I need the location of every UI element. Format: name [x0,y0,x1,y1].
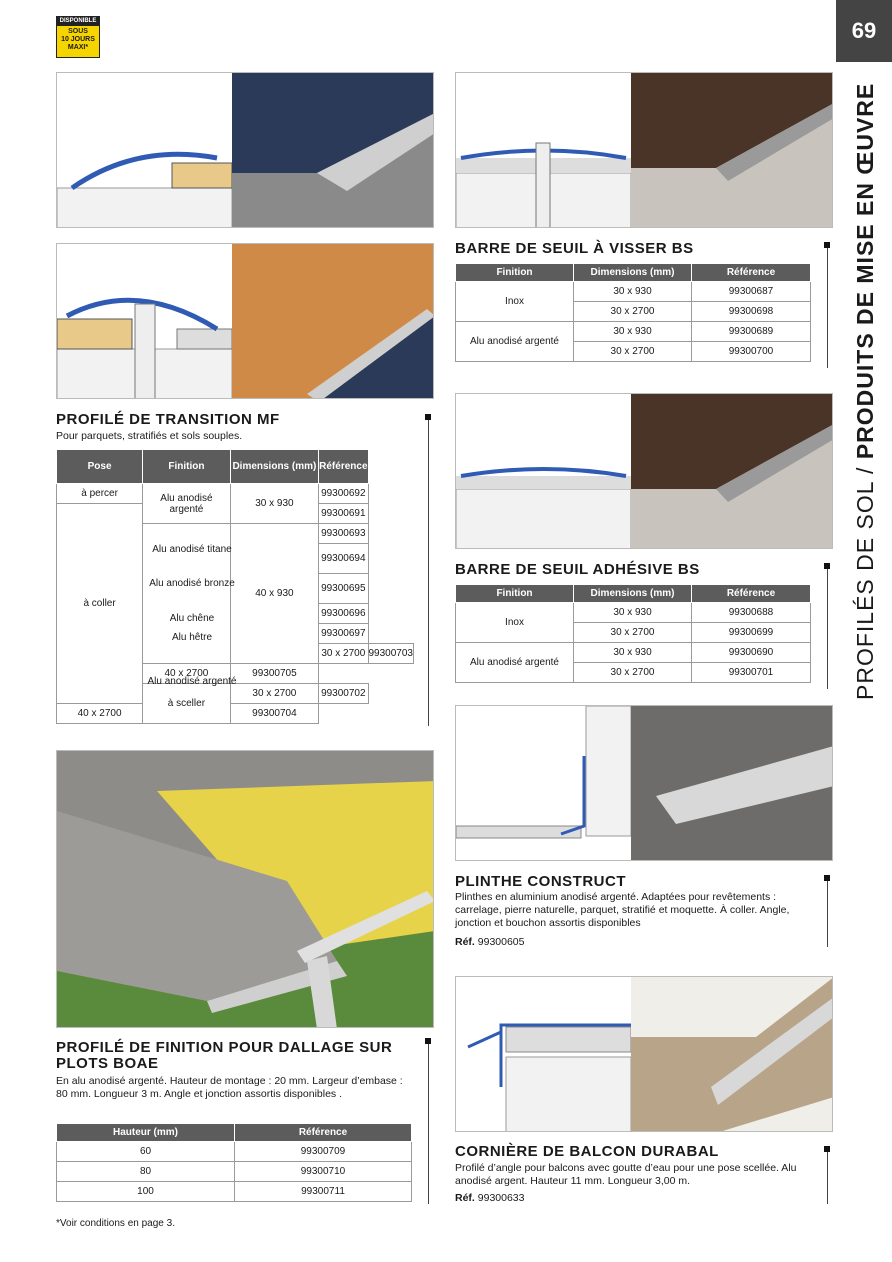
section-rule [428,1044,429,1204]
col-header: Dimensions (mm) [574,585,692,603]
table-cell: Inox [456,282,574,322]
badge-line: MAXI* [67,44,89,51]
boae-description: En alu anodisé argenté. Hauteur de montage : 20 mm. Largeur d’embase : 80 mm. Longueur 3 m. Angle et jonction assortis disponibles . [56,1075,403,1100]
plinthe-title: PLINTHE CONSTRUCT [455,873,626,890]
table-cell: à percer [57,484,143,504]
table-cell: 40 x 2700 [143,664,230,684]
table-cell: 30 x 930 [230,484,318,524]
table-cell: 99300688 [692,603,811,623]
col-header: Référence [319,450,368,484]
sidebar-title-light: PROFILÉS DE SOL / [852,459,878,700]
ref-label: Réf. [455,936,475,948]
bs-adhesive-table [455,584,811,683]
mf-title: PROFILÉ DE TRANSITION MF [56,411,280,428]
table-cell: 30 x 2700 [574,623,692,643]
col-header: Référence [692,585,811,603]
col-header: Finition [456,585,574,603]
table-cell: 99300705 [230,664,318,684]
table-cell: Alu anodisé argenté [143,484,230,524]
boae-table [56,1123,412,1202]
table-cell: 99300702 [319,684,368,704]
table-cell: Alu anodisé argenté [456,322,574,362]
footnote: *Voir conditions en page 3. [56,1218,175,1229]
table-cell: 30 x 930 [574,322,692,342]
col-header: Finition [143,450,230,484]
finition-label: Alu anodisé argenté [147,676,237,687]
table-cell: 99300709 [235,1142,412,1162]
table-cell: 99300695 [319,574,368,604]
table-cell: 99300698 [692,302,811,322]
col-header: Pose [57,450,143,484]
table-cell: à sceller [143,684,230,724]
table-cell: 99300693 [319,524,368,544]
col-header: Finition [456,264,574,282]
plinthe-description: Plinthes en aluminium anodisé argenté. Adaptées pour revêtements : carrelage, pierre naturelle, parquet, stratifié et moquette. À coller. Angle, jonction et bouchon assortis disponibles [455,891,790,929]
table-cell: 99300711 [235,1182,412,1202]
table-cell: 99300700 [692,342,811,362]
table-cell: 99300697 [319,624,368,644]
table-cell: Alu anodisé argenté [456,643,574,683]
table-cell: 40 x 2700 [57,704,143,724]
bs-adhesive-title: BARRE DE SEUIL ADHÉSIVE BS [455,561,700,578]
table-cell: 99300692 [319,484,368,504]
table-cell: 99300704 [230,704,318,724]
table-cell: 99300694 [319,544,368,574]
corniere-image [455,976,833,1132]
col-header: Dimensions (mm) [574,264,692,282]
corniere-title: CORNIÈRE DE BALCON DURABAL [455,1143,719,1160]
section-rule [827,569,828,689]
col-header: Référence [692,264,811,282]
badge-line: 10 JOURS [61,36,95,43]
col-header: Hauteur (mm) [57,1124,235,1142]
bs-visser-title: BARRE DE SEUIL À VISSER BS [455,240,694,257]
table-cell: 30 x 2700 [230,684,318,704]
bs-adhesive-image [455,393,833,549]
table-cell: 99300696 [319,604,368,624]
finition-label: Alu anodisé titane [152,544,232,555]
badge-line: SOUS [68,28,88,35]
table-cell: 99300710 [235,1162,412,1182]
bs-visser-table [455,263,811,362]
finition-label: Alu chêne [169,613,215,624]
table-cell: 99300699 [692,623,811,643]
table-cell: 99300689 [692,322,811,342]
table-cell: 40 x 930 [230,524,318,664]
page-number: 69 [836,0,892,62]
table-cell: 30 x 930 [574,282,692,302]
boae-image [56,750,434,1028]
table-cell: 30 x 2700 [574,302,692,322]
finition-label: Alu hêtre [171,632,213,643]
bs-visser-image [455,72,833,228]
table-cell: 99300703 [368,644,414,664]
boae-title: PROFILÉ DE FINITION POUR DALLAGE SUR PLOTS BOAE [56,1039,393,1072]
section-rule [428,420,429,726]
section-rule [827,248,828,368]
table-cell: à coller [57,504,143,704]
table-cell: 99300691 [319,504,368,524]
section-rule [827,881,828,947]
table-cell: 30 x 930 [574,603,692,623]
plinthe-ref [455,936,524,949]
table-cell: 30 x 930 [574,643,692,663]
col-header: Dimensions (mm) [230,450,318,484]
plinthe-image [455,705,833,861]
table-cell: 60 [57,1142,235,1162]
badge-top: DISPONIBLE [57,17,99,26]
table-cell: 80 [57,1162,235,1182]
ref-value: 99300605 [477,936,525,948]
finition-label: Alu anodisé bronze [149,578,235,589]
table-cell: 99300687 [692,282,811,302]
availability-badge [56,16,100,58]
corniere-description: Profilé d’angle pour balcons avec goutte d’eau pour une pose scellée. Alu anodisé argent. Hauteur 11 mm. Longueur 3,00 m. [455,1162,797,1187]
mf-image-2 [56,243,434,399]
table-cell: Inox [456,603,574,643]
sidebar-title-bold: PRODUITS DE MISE EN ŒUVRE [852,82,878,460]
table-cell: 30 x 2700 [574,342,692,362]
table-cell: 99300701 [692,663,811,683]
table-cell: 99300690 [692,643,811,663]
mf-subtitle: Pour parquets, stratifiés et sols souples. [56,430,243,442]
mf-image-1 [56,72,434,228]
table-cell: 100 [57,1182,235,1202]
corniere-ref [455,1192,524,1205]
table-cell: 30 x 2700 [319,644,368,664]
ref-label: Réf. [455,1192,475,1204]
sidebar-title [852,83,879,700]
ref-value: 99300633 [477,1192,525,1204]
col-header: Référence [235,1124,412,1142]
section-rule [827,1152,828,1204]
table-cell: 30 x 2700 [574,663,692,683]
